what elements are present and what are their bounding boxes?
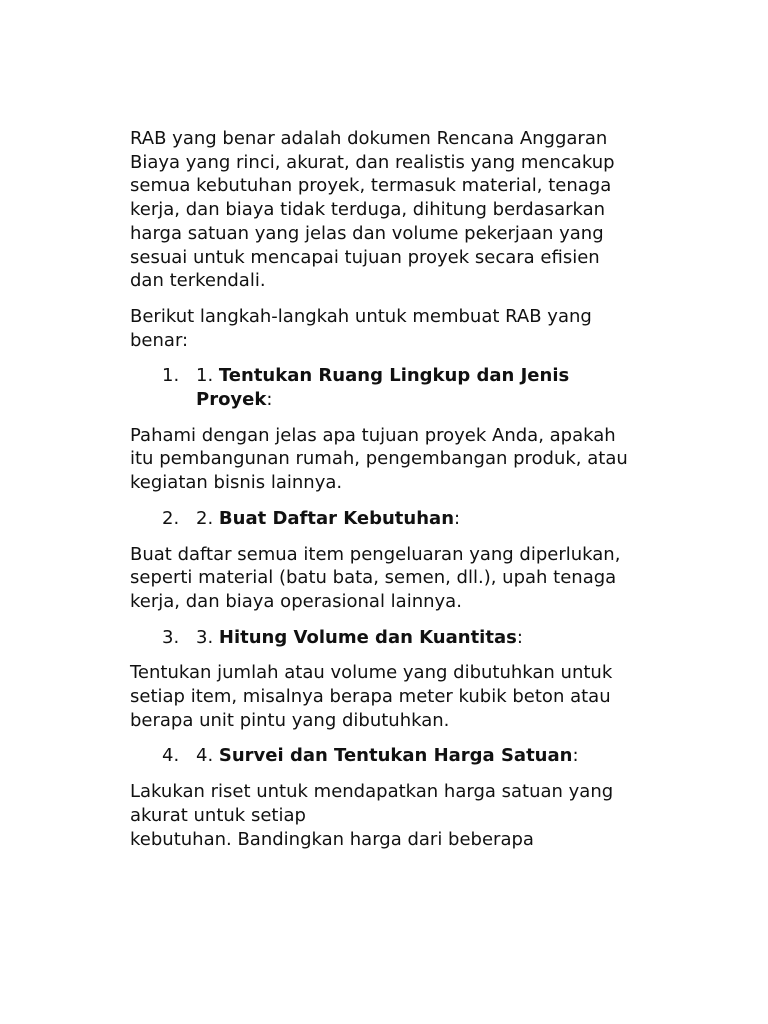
list-marker: 2. bbox=[162, 507, 180, 529]
step-prefix: 3. bbox=[196, 626, 219, 648]
step-body-2: Buat daftar semua item pengeluaran yang diperlukan, seperti material (batu bata, semen, dll.), upah tenaga kerja, dan biaya operasional lainnya. bbox=[130, 543, 621, 612]
step-title: Survei dan Tentukan Harga Satuan bbox=[218, 745, 573, 767]
step-suffix: : bbox=[266, 389, 273, 411]
step-suffix: : bbox=[572, 745, 579, 767]
step-title: Buat Daftar Kebutuhan bbox=[218, 507, 455, 529]
step-body-3: Tentukan jumlah atau volume yang dibutuhkan untuk setiap item, misalnya berapa meter kubik beton atau berapa unit pintu yang dibutuhkan. bbox=[130, 662, 613, 731]
lead-paragraph: Berikut langkah-langkah untuk membuat RAB yang benar: bbox=[130, 305, 592, 351]
list-marker: 4. bbox=[162, 745, 180, 767]
step-prefix: 1. bbox=[196, 365, 219, 387]
step-suffix: : bbox=[454, 507, 461, 529]
step-body-4: Lakukan riset untuk mendapatkan harga satuan yang akurat untuk setiap kebutuhan. Bandingkan harga dari beberapa bbox=[130, 781, 614, 850]
step-heading-4 bbox=[130, 744, 630, 768]
step-prefix: 2. bbox=[196, 507, 219, 529]
step-suffix: : bbox=[516, 626, 523, 648]
step-heading-1 bbox=[130, 364, 630, 411]
step-title: Hitung Volume dan Kuantitas bbox=[218, 626, 517, 648]
document-page bbox=[130, 127, 630, 863]
step-body-1: Pahami dengan jelas apa tujuan proyek Anda, apakah itu pembangunan rumah, pengembangan produk, atau kegiatan bisnis lainnya. bbox=[130, 424, 628, 494]
step-heading-3 bbox=[130, 626, 630, 650]
list-marker: 1. bbox=[162, 365, 180, 387]
step-title: Tentukan Ruang Lingkup dan Jenis Proyek bbox=[196, 365, 570, 411]
list-marker: 3. bbox=[162, 626, 180, 648]
step-prefix: 4. bbox=[196, 745, 219, 767]
step-heading-2 bbox=[130, 507, 630, 531]
intro-paragraph: RAB yang benar adalah dokumen Rencana Anggaran Biaya yang rinci, akurat, dan realistis yang mencakup semua kebutuhan proyek, termasuk material, tenaga kerja, dan biaya tidak terduga, dihitung berdasarkan harga satuan yang jelas dan volume pekerjaan yang sesuai untuk mencapai tujuan proyek secara efisien dan terkendali. bbox=[130, 128, 615, 292]
